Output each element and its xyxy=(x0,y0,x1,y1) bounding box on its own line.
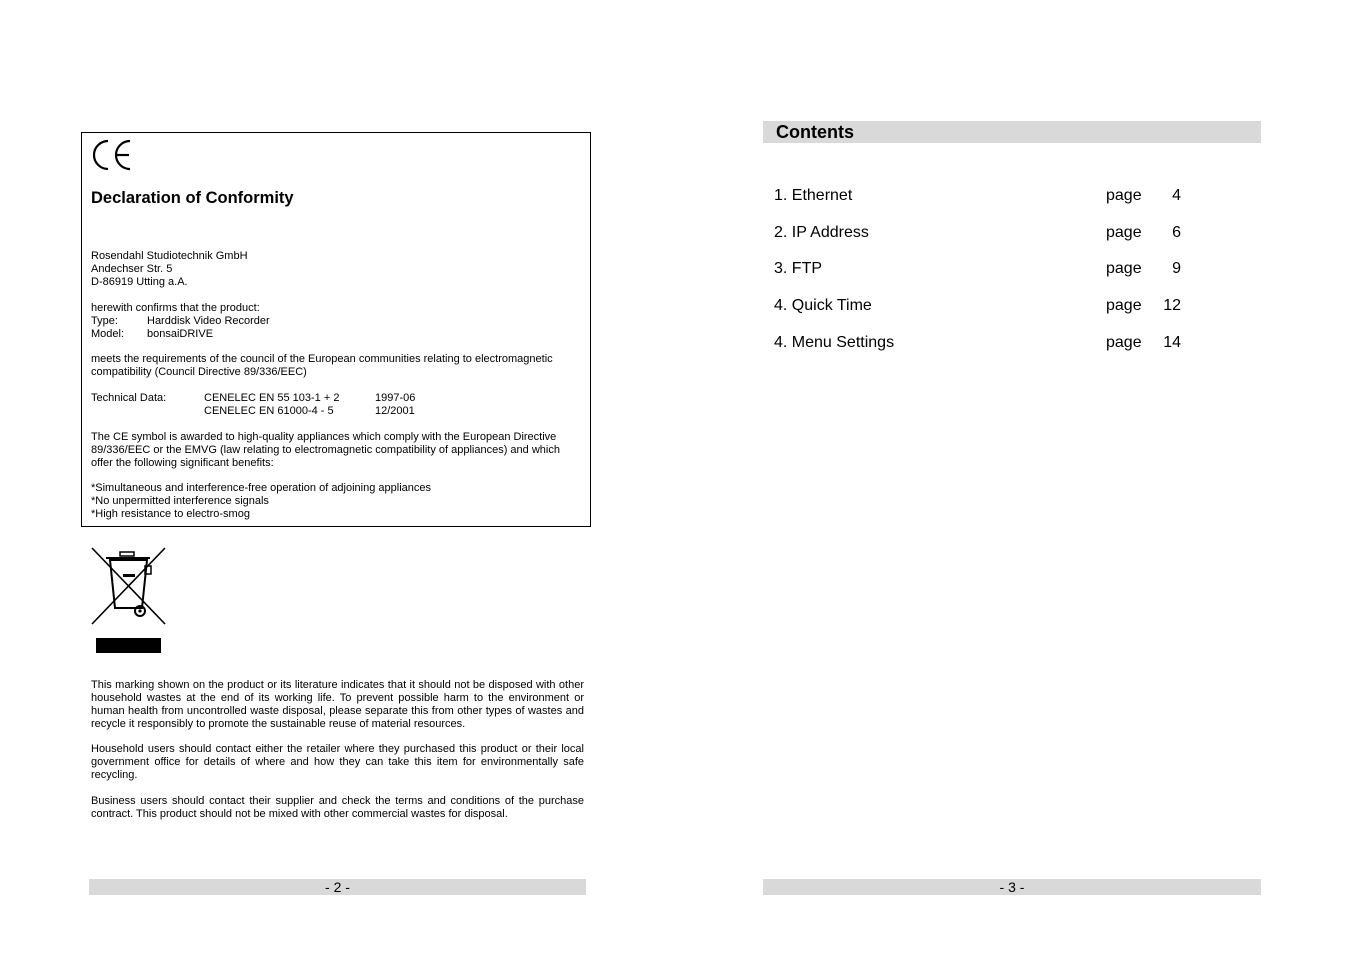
product-info xyxy=(91,302,270,341)
company-address xyxy=(91,250,248,289)
toc-page-label: page xyxy=(1106,297,1142,314)
page-footer xyxy=(89,879,586,895)
toc-page-number: 12 xyxy=(1163,297,1181,314)
requirements-text xyxy=(91,353,553,379)
model-row xyxy=(91,328,270,341)
requirements-line: compatibility (Council Directive 89/336/EEC) xyxy=(91,366,307,378)
type-row xyxy=(91,315,270,328)
page-footer xyxy=(763,879,1261,895)
benefit-item: *No unpermitted interference signals xyxy=(91,495,269,507)
model-label: Model: xyxy=(91,328,125,340)
disposal-paragraph: Business users should contact their supplier and check the terms and conditions of the purchase contract. This product should not be mixed with other commercial wastes for disposal. xyxy=(91,795,584,820)
toc-entry-title[interactable]: 2. IP Address xyxy=(774,224,869,241)
toc-entry-title[interactable]: 3. FTP xyxy=(774,260,823,277)
benefit-item: *Simultaneous and interference-free operation of adjoining appliances xyxy=(91,482,432,494)
tech-standard: CENELEC EN 61000-4 - 5 xyxy=(204,405,334,417)
toc-page-label: page xyxy=(1106,260,1142,277)
model-value: bonsaiDRIVE xyxy=(147,328,214,340)
toc-page-label: page xyxy=(1106,187,1142,204)
toc-page-number: 4 xyxy=(1172,187,1181,204)
disposal-paragraph: Household users should contact either the retailer where they purchased this product or their local government office for details of where and how they can take this item for environmentally safe recycling. xyxy=(91,743,584,781)
company-street: Andechser Str. 5 xyxy=(91,263,173,275)
toc-page-number: 14 xyxy=(1163,334,1181,351)
requirements-line: meets the requirements of the council of the European communities relating to electromagnetic xyxy=(91,353,553,365)
crossed-out-wheelie-bin-icon xyxy=(90,546,168,626)
page-number: - 3 - xyxy=(999,879,1025,895)
toc-entry-title[interactable]: 4. Quick Time xyxy=(774,297,872,314)
ce-description-line: offer the following significant benefits: xyxy=(91,457,274,469)
toc-page-label: page xyxy=(1106,334,1142,351)
toc-page-label: page xyxy=(1106,224,1142,241)
tech-date: 12/2001 xyxy=(375,405,415,417)
type-value: Harddisk Video Recorder xyxy=(147,315,270,327)
ce-description xyxy=(91,431,560,470)
toc-page-number: 9 xyxy=(1172,260,1181,277)
tech-standard: CENELEC EN 55 103-1 + 2 xyxy=(204,392,340,404)
ce-mark-icon xyxy=(89,137,133,173)
type-label: Type: xyxy=(91,315,118,327)
contents-title: Contents xyxy=(776,122,854,142)
benefits-list xyxy=(91,482,431,521)
confirms-text: herewith confirms that the product: xyxy=(91,302,260,314)
toc-entry-title[interactable]: 4. Menu Settings xyxy=(774,334,895,351)
page-number: - 2 - xyxy=(325,879,350,895)
tech-date: 1997-06 xyxy=(375,392,416,404)
tech-label: Technical Data: xyxy=(91,392,167,404)
benefit-item: *High resistance to electro-smog xyxy=(91,508,250,520)
toc-entry-title[interactable]: 1. Ethernet xyxy=(774,187,853,204)
ce-description-line: The CE symbol is awarded to high-quality appliances which comply with the European Directive xyxy=(91,431,557,443)
weee-bar xyxy=(96,638,161,653)
toc-page-number: 6 xyxy=(1172,224,1181,241)
ce-description-line: 89/336/EEC or the EMVG (law relating to electromagnetic compatibility of appliances) and which xyxy=(91,444,560,456)
declaration-title: Declaration of Conformity xyxy=(91,189,294,207)
company-city: D-86919 Utting a.A. xyxy=(91,276,188,288)
company-name: Rosendahl Studiotechnik GmbH xyxy=(91,250,248,262)
disposal-paragraph: This marking shown on the product or its literature indicates that it should not be disposed with other household wastes at the end of its working life. To prevent possible harm to the environment or human health from uncontrolled waste disposal, please separate this from other types of wastes and recycle it responsibly to promote the sustainable reuse of material resources. xyxy=(91,679,584,730)
